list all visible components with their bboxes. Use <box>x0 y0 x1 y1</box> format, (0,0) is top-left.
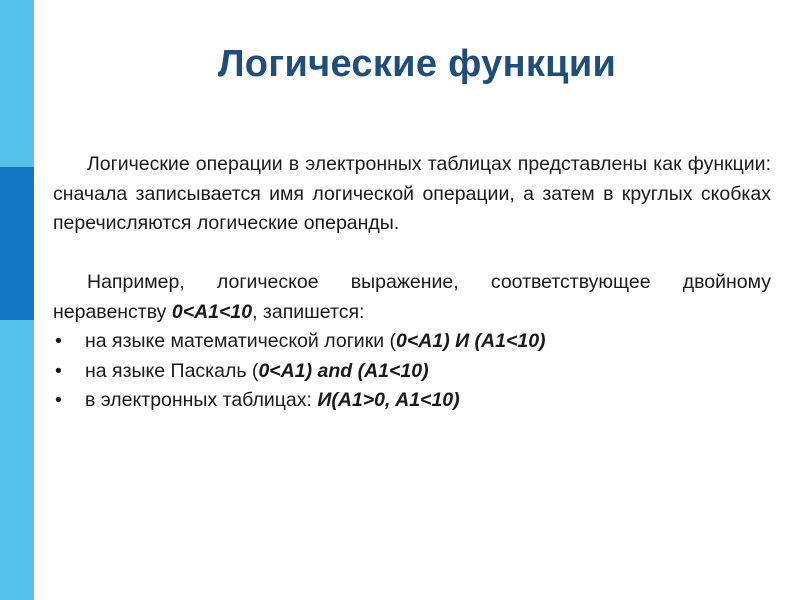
paragraph-spacer <box>53 239 771 269</box>
list-item-pascal <box>53 357 771 387</box>
example-suffix: , запишется: <box>252 300 365 323</box>
list-item-math-logic <box>53 327 771 357</box>
list-item-expression: 0<A1) И (A1<10) <box>396 330 546 352</box>
accent-bar-bottom-segment <box>0 320 34 600</box>
example-text: Например, логическое выражение, соответствующее двойному неравенству <box>53 271 771 323</box>
slide-body <box>53 150 771 416</box>
bullet-marker: • <box>55 330 62 352</box>
list-item-spreadsheet <box>53 386 771 416</box>
slide-title: Логические функции <box>217 43 617 86</box>
accent-bar-highlight-segment <box>0 167 34 320</box>
inequality-expression: 0<A1<10 <box>171 300 253 323</box>
list-item-expression: И(A1>0, A1<10) <box>317 389 460 411</box>
list-item-label: на языке Паскаль ( <box>85 359 259 382</box>
example-paragraph <box>53 268 771 327</box>
accent-bar-top-segment <box>0 0 34 167</box>
intro-paragraph: Логические операции в электронных таблицах представлены как функции: сначала записывается имя логической операции, а затем в круглых скобках перечисляются логические операнды. <box>53 153 771 234</box>
list-item-expression: 0<A1) and (A1<10) <box>258 359 429 382</box>
bullet-marker: • <box>55 389 62 411</box>
notation-list <box>53 327 771 416</box>
list-item-label: в электронных таблицах: <box>85 389 318 411</box>
list-item-label: на языке математической логики ( <box>85 330 397 352</box>
bullet-marker: • <box>55 359 62 382</box>
left-accent-bar <box>0 0 34 600</box>
